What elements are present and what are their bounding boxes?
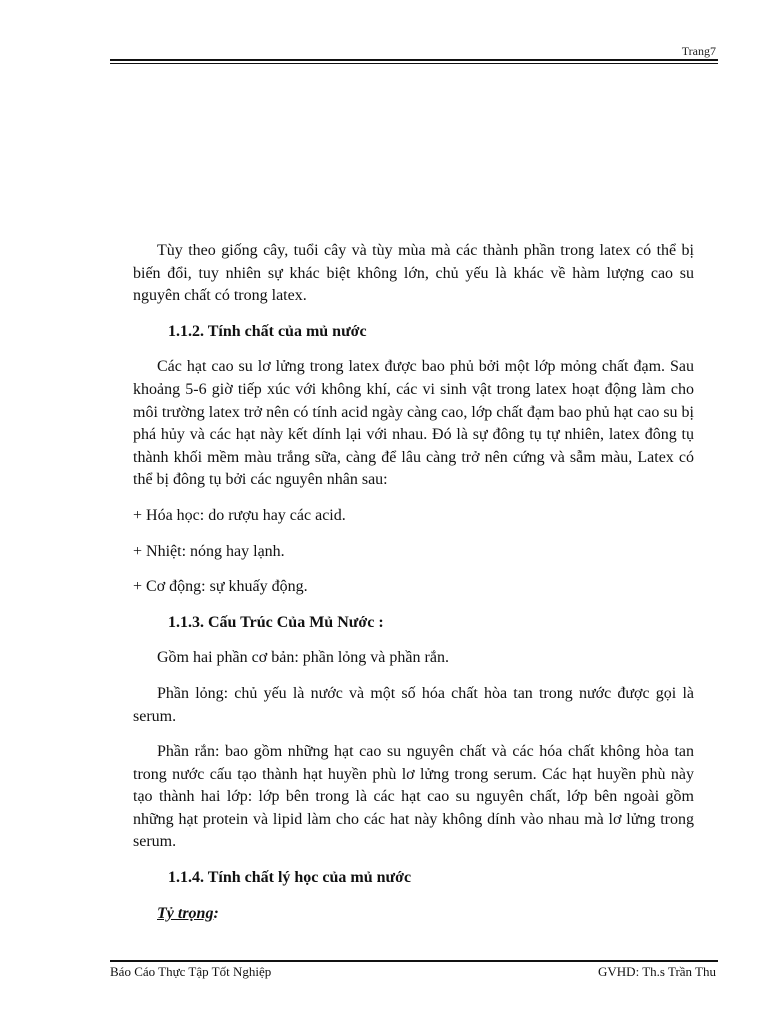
document-body: [133, 240, 694, 937]
cause-item-chemical: + Hóa học: do rượu hay các acid.: [133, 506, 346, 524]
footer-report-title: Báo Cáo Thực Tập Tốt Nghiệp: [110, 964, 272, 979]
section-1-1-3-intro: Gồm hai phần cơ bản: phần lỏng và phần rắn.: [157, 649, 449, 667]
intro-paragraph: Tùy theo giống cây, tuổi cây và tùy mùa mà các thành phần trong latex có thể bị biến đổi, tuy nhiên sự khác biệt không lớn, chủ yếu là khác về hàm lượng cao su nguyên chất có trong latex.: [133, 242, 694, 305]
header-rule: [110, 59, 718, 61]
density-label: Tỷ trọng: [157, 904, 214, 922]
cause-item-mechanical: + Cơ động: sự khuấy động.: [133, 578, 308, 596]
page-number: Trang7: [681, 44, 716, 58]
header-rule-thin: [110, 63, 718, 64]
section-1-1-2-paragraph: Các hạt cao su lơ lửng trong latex được bao phủ bởi một lớp mỏng chất đạm. Sau khoảng 5-6 giờ tiếp xúc với không khí, các vi sinh vật trong latex hoạt động làm cho môi trường latex trở nên có tính acid ngày càng cao, lớp chất đạm bao phủ hạt cao su bị phá hủy và các hạt này kết dính lại với nhau. Đó là sự đông tụ tự nhiên, latex đông tụ thành khối mềm màu trắng sữa, càng để lâu càng trở nên cứng và sẫm màu, Latex có thể bị đông tụ bởi các nguyên nhân sau:: [133, 358, 694, 489]
section-heading-1-1-2: 1.1.2. Tính chất của mủ nước: [168, 322, 367, 340]
section-heading-1-1-3: 1.1.3. Cấu Trúc Của Mủ Nước :: [168, 613, 384, 631]
solid-part-paragraph: Phần rắn: bao gồm những hạt cao su nguyên chất và các hóa chất không hòa tan trong nước cấu tạo thành hạt huyền phù lơ lửng trong serum. Các hạt huyền phù này tạo thành hai lớp: lớp bên trong là các hạt cao su nguyên chất, lớp bên ngoài gồm những hạt protein và lipid làm cho các hat này không dính vào nhau mà lơ lửng trong serum.: [133, 743, 694, 851]
footer-supervisor: GVHD: Th.s Trần Thu: [598, 964, 716, 979]
section-heading-1-1-4: 1.1.4. Tính chất lý học của mủ nước: [168, 869, 412, 887]
footer-rule: [110, 960, 718, 962]
density-colon: :: [213, 904, 219, 922]
cause-item-thermal: + Nhiệt: nóng hay lạnh.: [133, 542, 285, 560]
liquid-part-paragraph: Phần lỏng: chủ yếu là nước và một số hóa chất hòa tan trong nước được gọi là serum.: [133, 684, 694, 725]
density-subheading: [133, 903, 694, 926]
